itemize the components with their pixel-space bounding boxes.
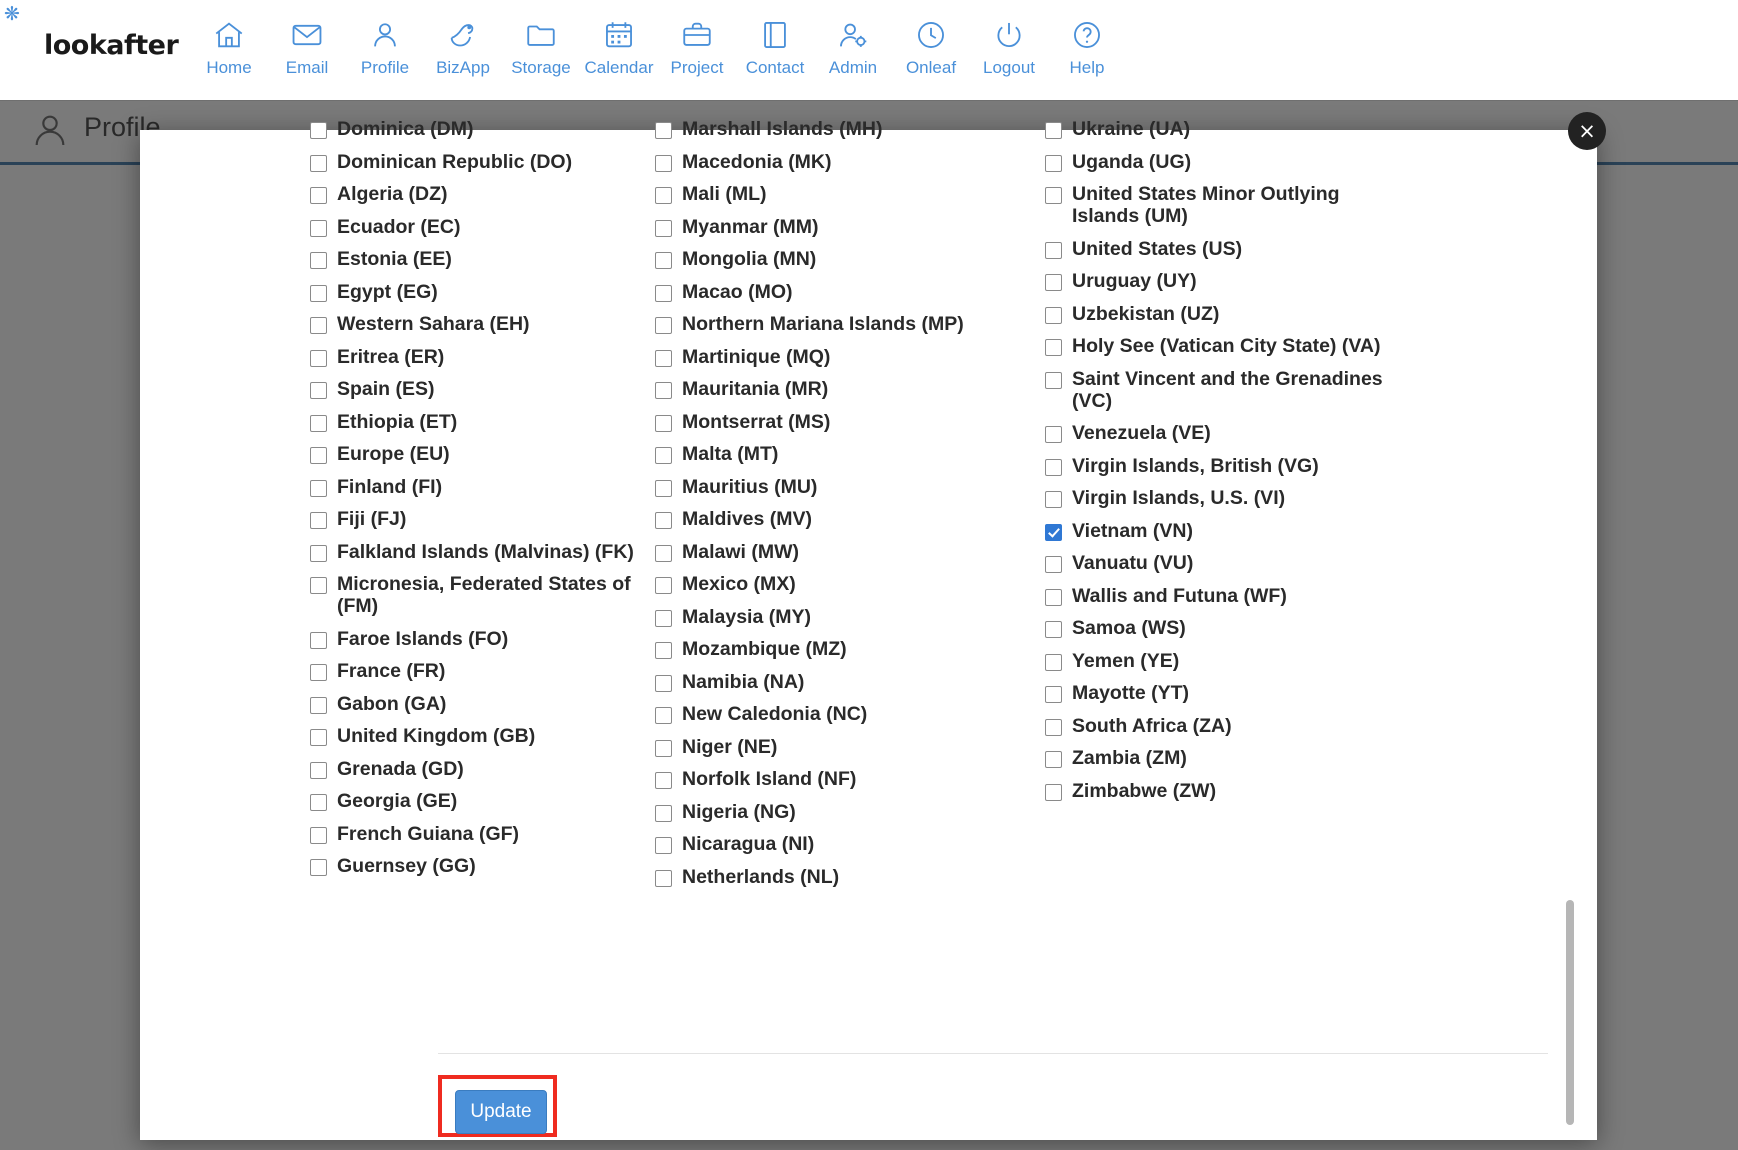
country-label[interactable]: Faroe Islands (FO) (337, 627, 509, 650)
country-label[interactable]: Mongolia (MN) (682, 248, 817, 270)
checkbox-unchecked[interactable] (655, 642, 672, 659)
country-label[interactable]: Northern Mariana Islands (MP) (682, 313, 964, 335)
country-checkbox-row[interactable] (310, 628, 655, 650)
country-label[interactable]: Norfolk Island (NF) (682, 768, 857, 790)
checkbox-unchecked[interactable] (1045, 242, 1062, 259)
checkbox-unchecked[interactable] (310, 382, 327, 399)
country-checkbox-row[interactable] (1045, 303, 1445, 325)
country-label[interactable]: Malta (MT) (682, 443, 779, 465)
checkbox-unchecked[interactable] (655, 772, 672, 789)
user-icon (346, 12, 424, 56)
country-checkbox-row[interactable] (1045, 151, 1445, 173)
checkbox-unchecked[interactable] (310, 664, 327, 681)
country-checkbox-row[interactable] (310, 118, 655, 140)
close-icon[interactable]: × (1568, 112, 1606, 150)
nav-item-label: BizApp (436, 58, 490, 77)
country-checkbox-row[interactable] (310, 573, 655, 617)
checkbox-unchecked[interactable] (655, 447, 672, 464)
country-checkbox-row[interactable] (1045, 715, 1445, 737)
checkbox-unchecked[interactable] (1045, 155, 1062, 172)
country-label[interactable]: Falkland Islands (Malvinas) (FK) (337, 540, 634, 563)
folder-icon (502, 12, 580, 56)
country-checkbox-row[interactable] (310, 378, 655, 400)
country-label[interactable]: Mexico (MX) (682, 573, 796, 595)
power-icon (970, 12, 1048, 56)
country-checkbox-row[interactable] (655, 216, 1045, 238)
country-label[interactable]: Western Sahara (EH) (337, 313, 530, 335)
country-checkbox-row[interactable] (655, 606, 1045, 628)
country-label[interactable]: Uganda (UG) (1072, 150, 1192, 173)
checkbox-unchecked[interactable] (655, 480, 672, 497)
country-checkbox-row[interactable] (310, 248, 655, 270)
book-icon (736, 12, 814, 56)
country-label[interactable]: Malaysia (MY) (682, 605, 811, 628)
country-checkbox-row[interactable] (655, 508, 1045, 530)
country-label[interactable]: United States (US) (1072, 237, 1243, 260)
country-label[interactable]: Dominican Republic (DO) (337, 150, 573, 173)
top-navigation-bar (0, 0, 1738, 101)
checkbox-unchecked[interactable] (1045, 122, 1062, 139)
country-label[interactable]: Holy See (Vatican City State) (VA) (1072, 335, 1381, 357)
checkbox-unchecked[interactable] (655, 187, 672, 204)
nav-item-label: Home (206, 58, 252, 77)
checkbox-unchecked[interactable] (1045, 491, 1062, 508)
nav-item-calendar[interactable] (580, 12, 658, 78)
checkbox-unchecked[interactable] (655, 675, 672, 692)
checkbox-unchecked[interactable] (1045, 686, 1062, 703)
nav-item-bizapp[interactable] (424, 12, 502, 78)
checkbox-unchecked[interactable] (310, 155, 327, 172)
home-icon (190, 12, 268, 56)
checkbox-unchecked[interactable] (1045, 654, 1062, 671)
country-checkbox-row[interactable] (655, 443, 1045, 465)
country-label[interactable]: Finland (FI) (337, 475, 443, 498)
country-label[interactable]: Zimbabwe (ZW) (1072, 779, 1217, 802)
checkbox-unchecked[interactable] (655, 350, 672, 367)
country-label[interactable]: Maldives (MV) (682, 508, 813, 530)
country-checkbox-row[interactable] (1045, 747, 1445, 769)
country-label[interactable]: Ethiopia (ET) (337, 410, 458, 433)
checkbox-unchecked[interactable] (310, 317, 327, 334)
country-label[interactable]: Nicaragua (NI) (682, 833, 815, 855)
checkbox-checked[interactable] (1045, 524, 1062, 541)
country-checkbox-row[interactable] (1045, 455, 1445, 477)
checkbox-unchecked[interactable] (310, 220, 327, 237)
country-label[interactable]: Virgin Islands, U.S. (VI) (1072, 487, 1286, 509)
checkbox-unchecked[interactable] (310, 794, 327, 811)
country-checkbox-row[interactable] (310, 660, 655, 682)
country-checkbox-row[interactable] (310, 508, 655, 530)
country-checkbox-row[interactable] (1045, 780, 1445, 802)
checkbox-unchecked[interactable] (310, 545, 327, 562)
country-checkbox-row[interactable] (1045, 552, 1445, 574)
country-checkbox-row[interactable] (310, 541, 655, 563)
country-checkbox-row[interactable] (310, 216, 655, 238)
country-label[interactable]: Yemen (YE) (1072, 649, 1180, 672)
nav-item-label: Onleaf (905, 58, 957, 77)
country-checkbox-row[interactable] (655, 151, 1045, 173)
bird-icon (424, 12, 502, 56)
country-label[interactable]: Virgin Islands, British (VG) (1072, 454, 1319, 477)
checkbox-unchecked[interactable] (310, 729, 327, 746)
country-checkbox-row[interactable] (310, 411, 655, 433)
country-checkbox-row[interactable] (655, 833, 1045, 855)
country-checkbox-row[interactable] (655, 801, 1045, 823)
country-checkbox-row[interactable] (655, 768, 1045, 790)
envelope-icon (268, 12, 346, 56)
country-checkbox-row[interactable] (310, 183, 655, 205)
country-checkbox-row[interactable] (655, 281, 1045, 303)
nav-item-profile[interactable] (346, 12, 424, 78)
country-label[interactable]: Macao (MO) (682, 280, 793, 303)
checkbox-unchecked[interactable] (655, 317, 672, 334)
checkbox-unchecked[interactable] (655, 155, 672, 172)
country-column-1 (310, 118, 655, 898)
clock-icon (892, 12, 970, 56)
country-checkbox-row[interactable] (655, 183, 1045, 205)
checkbox-unchecked[interactable] (655, 252, 672, 269)
country-checkbox-row[interactable] (1045, 270, 1445, 292)
nav-item-label: Help (1069, 58, 1105, 77)
country-label[interactable]: Martinique (MQ) (682, 345, 831, 368)
country-checkbox-row[interactable] (1045, 520, 1445, 542)
checkbox-unchecked[interactable] (655, 610, 672, 627)
nav-item-onleaf[interactable] (892, 12, 970, 78)
country-label[interactable]: Saint Vincent and the Grenadines (VC) (1072, 367, 1383, 412)
nav-item-label: Logout (983, 58, 1035, 77)
checkbox-unchecked[interactable] (1045, 274, 1062, 291)
country-checkbox-row[interactable] (1045, 487, 1445, 509)
country-checkbox-row[interactable] (655, 703, 1045, 725)
country-checkbox-row[interactable] (655, 573, 1045, 595)
country-label[interactable]: Marshall Islands (MH) (682, 118, 883, 140)
nav-items (190, 12, 1126, 78)
nav-item-label: Storage (511, 58, 571, 77)
country-checkbox-row[interactable] (655, 313, 1045, 335)
calendar-icon (580, 12, 658, 56)
checkbox-unchecked[interactable] (655, 382, 672, 399)
nav-item-email[interactable] (268, 12, 346, 78)
country-label[interactable]: Eritrea (ER) (337, 345, 445, 368)
country-label[interactable]: Uzbekistan (UZ) (1072, 302, 1220, 325)
country-checkbox-row[interactable] (655, 541, 1045, 563)
country-label[interactable]: Vanuatu (VU) (1072, 552, 1194, 574)
checkbox-unchecked[interactable] (310, 122, 327, 139)
checkbox-unchecked[interactable] (310, 697, 327, 714)
country-label[interactable]: Fiji (FJ) (337, 508, 407, 530)
country-label[interactable]: Montserrat (MS) (682, 410, 831, 433)
checkbox-unchecked[interactable] (655, 740, 672, 757)
checkbox-unchecked[interactable] (1045, 784, 1062, 801)
country-label[interactable]: Malawi (MW) (682, 540, 799, 563)
country-checkbox-row[interactable] (655, 671, 1045, 693)
country-label[interactable]: Uruguay (UY) (1072, 270, 1197, 292)
country-label[interactable]: Egypt (EG) (337, 280, 438, 303)
country-checkbox-row[interactable] (310, 346, 655, 368)
checkbox-unchecked[interactable] (1045, 589, 1062, 606)
country-label[interactable]: Guernsey (GG) (337, 855, 476, 877)
country-label[interactable]: Estonia (EE) (337, 248, 452, 270)
nav-item-label: Project (670, 58, 724, 77)
country-label[interactable]: Mauritania (MR) (682, 378, 829, 400)
country-checkbox-row[interactable] (1045, 183, 1445, 227)
country-checkbox-row[interactable] (655, 476, 1045, 498)
country-checkbox-columns (310, 118, 1550, 898)
checkbox-unchecked[interactable] (310, 350, 327, 367)
country-column-3 (1045, 118, 1445, 898)
checkbox-unchecked[interactable] (310, 827, 327, 844)
country-checkbox-row[interactable] (1045, 682, 1445, 704)
country-column-2 (655, 118, 1045, 898)
checkbox-unchecked[interactable] (1045, 187, 1062, 204)
country-label[interactable]: United Kingdom (GB) (337, 725, 536, 747)
checkbox-unchecked[interactable] (1045, 339, 1062, 356)
checkbox-unchecked[interactable] (655, 577, 672, 594)
country-checkbox-row[interactable] (310, 443, 655, 465)
country-checkbox-row[interactable] (655, 248, 1045, 270)
checkbox-unchecked[interactable] (655, 512, 672, 529)
country-checkbox-row[interactable] (1045, 650, 1445, 672)
checkbox-unchecked[interactable] (655, 707, 672, 724)
country-checkbox-row[interactable] (310, 476, 655, 498)
nav-item-label: Email (285, 58, 329, 77)
checkbox-unchecked[interactable] (310, 480, 327, 497)
checkbox-unchecked[interactable] (1045, 372, 1062, 389)
checkbox-unchecked[interactable] (655, 545, 672, 562)
nav-item-label: Contact (745, 58, 805, 77)
country-checkbox-row[interactable] (655, 736, 1045, 758)
country-label[interactable]: Netherlands (NL) (682, 865, 840, 888)
country-label[interactable]: Mayotte (YT) (1072, 682, 1189, 704)
country-label[interactable]: Spain (ES) (337, 378, 435, 400)
country-checkbox-row[interactable] (655, 346, 1045, 368)
country-label[interactable]: French Guiana (GF) (337, 822, 520, 845)
checkbox-unchecked[interactable] (310, 632, 327, 649)
checkbox-unchecked[interactable] (655, 870, 672, 887)
country-label[interactable]: Dominica (DM) (337, 118, 474, 140)
brand-logo[interactable]: lookafter (44, 30, 179, 61)
checkbox-unchecked[interactable] (310, 859, 327, 876)
country-label[interactable]: Nigeria (NG) (682, 800, 796, 823)
country-label[interactable]: Grenada (GD) (337, 757, 464, 780)
country-label[interactable]: Micronesia, Federated States of (FM) (337, 573, 631, 617)
country-label[interactable]: Zambia (ZM) (1072, 747, 1187, 769)
country-label[interactable]: Mauritius (MU) (682, 475, 818, 498)
checkbox-unchecked[interactable] (1045, 719, 1062, 736)
checkbox-unchecked[interactable] (310, 252, 327, 269)
country-label[interactable]: Mali (ML) (682, 183, 767, 205)
user-gear-icon (814, 12, 892, 56)
country-label[interactable]: Algeria (DZ) (337, 183, 448, 205)
briefcase-icon (658, 12, 736, 56)
checkbox-unchecked[interactable] (1045, 556, 1062, 573)
country-label[interactable]: South Africa (ZA) (1072, 714, 1232, 737)
nav-item-label: Profile (360, 58, 410, 77)
checkbox-unchecked[interactable] (310, 415, 327, 432)
country-checkbox-row[interactable] (655, 378, 1045, 400)
checkbox-unchecked[interactable] (655, 285, 672, 302)
checkbox-unchecked[interactable] (310, 447, 327, 464)
asterisk-icon: ❋ (4, 4, 20, 25)
nav-item-label: Calendar (584, 58, 654, 77)
nav-item-logout[interactable] (970, 12, 1048, 78)
country-label[interactable]: New Caledonia (NC) (682, 703, 868, 725)
checkbox-unchecked[interactable] (310, 187, 327, 204)
country-label[interactable]: Mozambique (MZ) (682, 638, 847, 660)
country-label[interactable]: Europe (EU) (337, 443, 450, 465)
checkbox-unchecked[interactable] (310, 577, 327, 594)
country-checkbox-row[interactable] (310, 790, 655, 812)
country-label[interactable]: Samoa (WS) (1072, 617, 1186, 639)
country-label[interactable]: Vietnam (VN) (1072, 519, 1193, 542)
country-label[interactable]: Ecuador (EC) (337, 215, 461, 238)
nav-item-admin[interactable] (814, 12, 892, 78)
checkbox-unchecked[interactable] (655, 837, 672, 854)
country-label[interactable]: France (FR) (337, 660, 446, 682)
checkbox-unchecked[interactable] (655, 220, 672, 237)
nav-item-help[interactable] (1048, 12, 1126, 78)
update-button-highlight (438, 1075, 557, 1137)
nav-item-home[interactable] (190, 12, 268, 78)
nav-item-label: Admin (828, 58, 878, 77)
country-label[interactable]: United States Minor Outlying Islands (UM) (1072, 183, 1340, 227)
country-checkbox-row[interactable] (1045, 238, 1445, 260)
country-label[interactable]: Macedonia (MK) (682, 150, 832, 173)
country-label[interactable]: Wallis and Futuna (WF) (1072, 584, 1287, 607)
country-label[interactable]: Ukraine (UA) (1072, 118, 1191, 140)
country-selection-modal (140, 118, 1597, 1140)
country-checkbox-row[interactable] (310, 693, 655, 715)
checkbox-unchecked[interactable] (310, 285, 327, 302)
country-label[interactable]: Myanmar (MM) (682, 215, 819, 238)
update-button[interactable]: Update (455, 1090, 547, 1134)
checkbox-unchecked[interactable] (655, 805, 672, 822)
country-checkbox-row[interactable] (310, 725, 655, 747)
country-checkbox-row[interactable] (310, 758, 655, 780)
question-icon (1048, 12, 1126, 56)
country-checkbox-row[interactable] (1045, 617, 1445, 639)
country-checkbox-row[interactable] (1045, 585, 1445, 607)
country-checkbox-row[interactable] (310, 281, 655, 303)
nav-item-contact[interactable] (736, 12, 814, 78)
modal-scrollbar[interactable] (1566, 900, 1574, 1125)
checkbox-unchecked[interactable] (310, 762, 327, 779)
country-checkbox-row[interactable] (655, 411, 1045, 433)
country-checkbox-row[interactable] (1045, 422, 1445, 444)
checkbox-unchecked[interactable] (1045, 459, 1062, 476)
checkbox-unchecked[interactable] (1045, 621, 1062, 638)
country-label[interactable]: Namibia (NA) (682, 670, 805, 693)
country-checkbox-row[interactable] (310, 855, 655, 877)
country-checkbox-row[interactable] (655, 866, 1045, 888)
country-checkbox-row[interactable] (655, 638, 1045, 660)
country-checkbox-row[interactable] (310, 823, 655, 845)
country-checkbox-row[interactable] (310, 313, 655, 335)
modal-body (140, 118, 1597, 1140)
checkbox-unchecked[interactable] (1045, 307, 1062, 324)
modal-divider (438, 1053, 1548, 1054)
country-checkbox-row[interactable] (1045, 335, 1445, 357)
checkbox-unchecked[interactable] (310, 512, 327, 529)
country-label[interactable]: Venezuela (VE) (1072, 422, 1211, 444)
checkbox-unchecked[interactable] (1045, 751, 1062, 768)
nav-item-storage[interactable] (502, 12, 580, 78)
checkbox-unchecked[interactable] (1045, 426, 1062, 443)
country-label[interactable]: Gabon (GA) (337, 692, 447, 715)
checkbox-unchecked[interactable] (655, 122, 672, 139)
checkbox-unchecked[interactable] (655, 415, 672, 432)
country-checkbox-row[interactable] (310, 151, 655, 173)
country-label[interactable]: Georgia (GE) (337, 790, 458, 812)
country-label[interactable]: Niger (NE) (682, 735, 778, 758)
country-checkbox-row[interactable] (1045, 368, 1445, 412)
country-checkbox-row[interactable] (1045, 118, 1445, 140)
country-checkbox-row[interactable] (655, 118, 1045, 140)
nav-item-project[interactable] (658, 12, 736, 78)
